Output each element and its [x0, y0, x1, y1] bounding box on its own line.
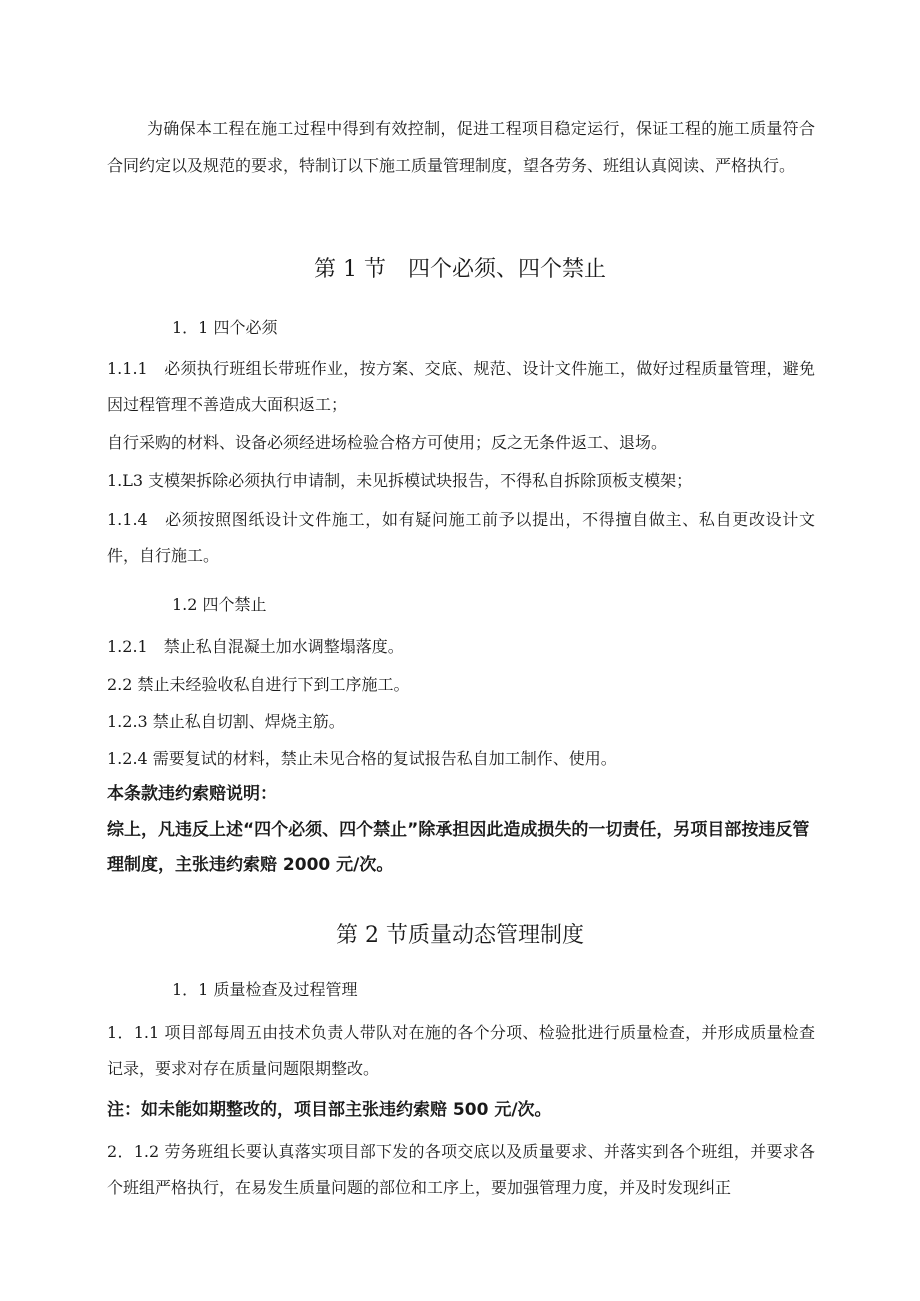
- section-2-title: 第 2 节质量动态管理制度: [336, 923, 584, 948]
- subsection-1-2-title: 1.2 四个禁止: [172, 595, 267, 614]
- penalty-text: 综上，凡违反上述“四个必须、四个禁止”除承担因此造成损失的一切责任，另项目部按违反管理制度，主张违约索赔 2000 元/次。: [107, 820, 810, 875]
- list-item: 自行采购的材料、设备必须经进场检验合格方可使用；反之无条件返工、退场。: [107, 433, 668, 452]
- subsection-2-1-title: 1．1 质量检查及过程管理: [172, 980, 358, 999]
- intro-paragraph: 为确保本工程在施工过程中得到有效控制，促进工程项目稳定运行，保证工程的施工质量符合合同约定以及规范的要求，特制订以下施工质量管理制度，望各劳务、班组认真阅读、严格执行。: [107, 119, 815, 175]
- paragraph: 2．1.2 劳务班组长要认真落实项目部下发的各项交底以及质量要求、并落实到各个班组，并要求各个班组严格执行，在易发生质量问题的部位和工序上，要加强管理力度，并及时发现纠正: [107, 1142, 815, 1197]
- list-item: 1.2.3 禁止私自切割、焊烧主筋。: [107, 712, 345, 731]
- subsection-1-1-title: 1．1 四个必须: [172, 318, 278, 337]
- section-1-title: 第 1 节 四个必须、四个禁止: [314, 257, 606, 282]
- list-item: 1.1.4 必须按照图纸设计文件施工，如有疑问施工前予以提出，不得擅自做主、私自更改设计文件，自行施工。: [107, 510, 815, 565]
- list-item: 1.1.1 必须执行班组长带班作业，按方案、交底、规范、设计文件施工，做好过程质量管理，避免因过程管理不善造成大面积返工；: [107, 359, 815, 414]
- list-item: 1.L3 支模架拆除必须执行申请制，未见拆模试块报告，不得私自拆除顶板支模架；: [107, 471, 693, 490]
- penalty-note: 注：如未能如期整改的，项目部主张违约索赔 500 元/次。: [107, 1100, 552, 1120]
- list-item: 2.2 禁止未经验收私自进行下到工序施工。: [107, 675, 410, 694]
- penalty-title: 本条款违约索赔说明：: [107, 784, 277, 804]
- list-item: 1.2.4 需要复试的材料，禁止未见合格的复试报告私自加工制作、使用。: [107, 749, 617, 768]
- list-item: 1．1.1 项目部每周五由技术负责人带队对在施的各个分项、检验批进行质量检查，并形成质量检查记录，要求对存在质量问题限期整改。: [107, 1023, 815, 1078]
- list-item: 1.2.1 禁止私自混凝土加水调整塌落度。: [107, 637, 404, 656]
